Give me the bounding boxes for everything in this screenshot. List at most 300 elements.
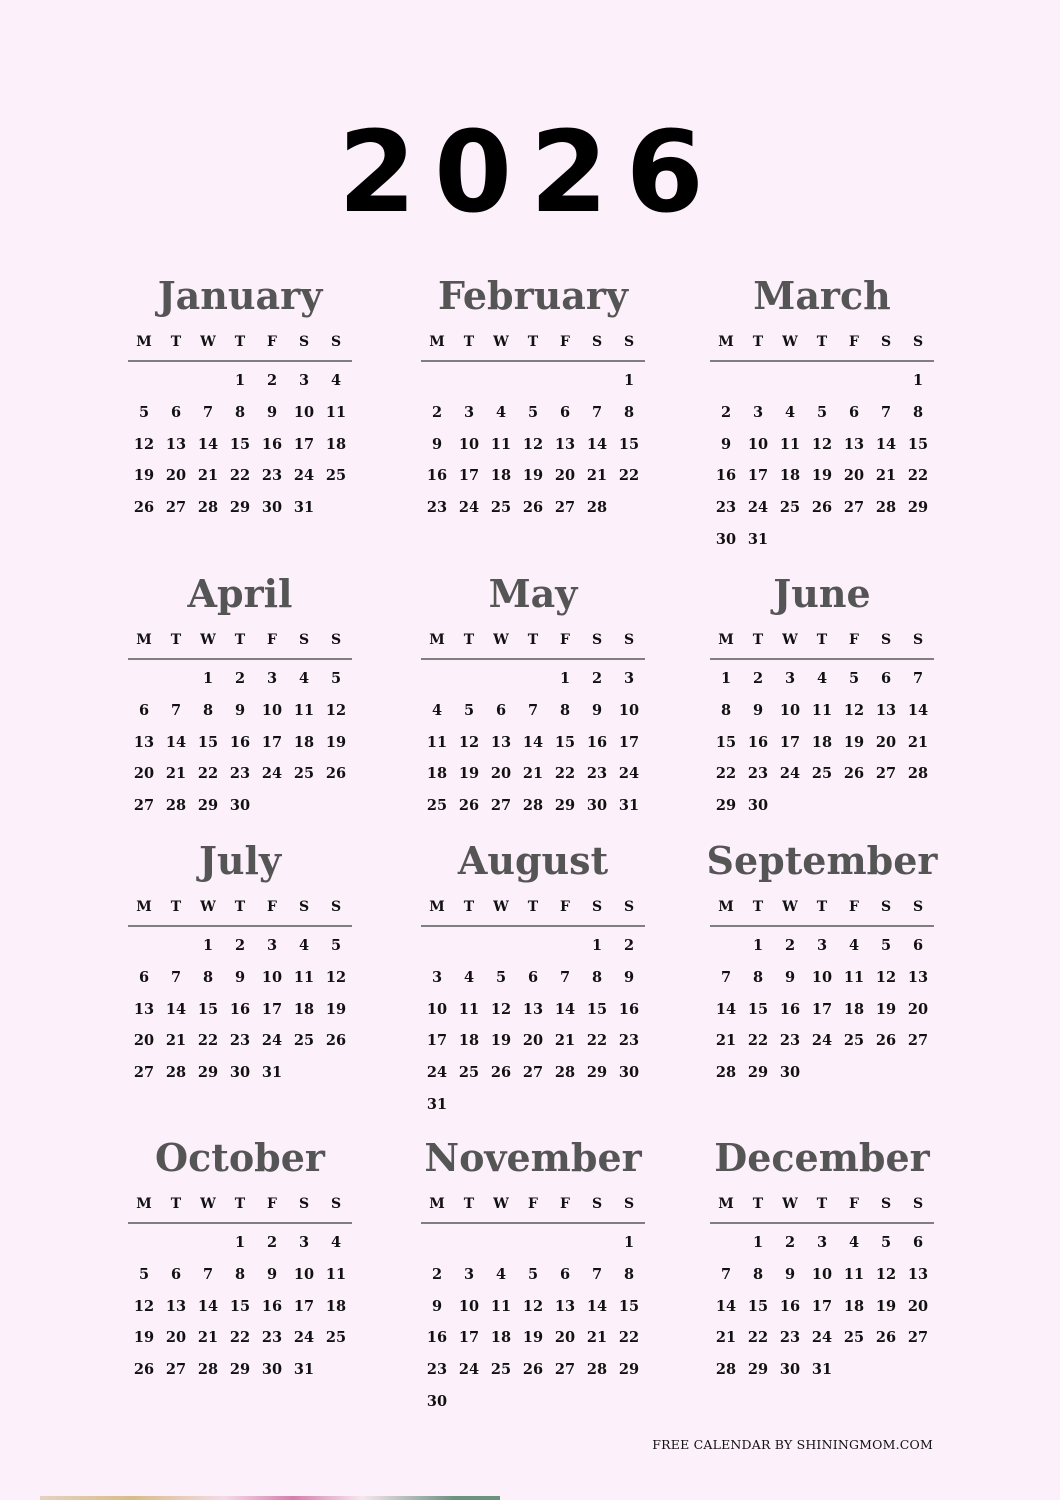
day-cell: 17	[779, 733, 801, 751]
month-title: May	[488, 571, 578, 616]
day-cell: 6	[880, 670, 892, 687]
day-cell: 10	[293, 1265, 315, 1283]
day-blank	[128, 372, 160, 404]
day-cell: 13	[554, 435, 576, 453]
weekday-header	[421, 1196, 645, 1224]
day-cell: 30	[779, 1064, 801, 1082]
day-blank	[160, 937, 192, 969]
day-cell: 9	[784, 968, 796, 986]
day-cell: 27	[907, 1329, 929, 1347]
day-cell: 2	[431, 1265, 443, 1283]
day-cell: 5	[330, 670, 342, 687]
day-cell: 15	[747, 1297, 769, 1315]
day-cell: 11	[843, 1265, 865, 1283]
day-cell: 24	[458, 1361, 480, 1379]
weekday-header	[710, 899, 934, 927]
day-cell: 6	[170, 1265, 182, 1283]
day-cell: 26	[458, 797, 480, 815]
day-cell: 22	[618, 1329, 640, 1347]
day-cell: 20	[165, 467, 187, 485]
day-blank	[517, 1234, 549, 1266]
weekday-label: S	[623, 334, 635, 350]
day-cell: 27	[522, 1064, 544, 1082]
day-cell: 12	[133, 1297, 155, 1315]
day-cell: 23	[779, 1032, 801, 1050]
weekday-label: T	[752, 1196, 764, 1212]
day-cell: 30	[779, 1361, 801, 1379]
day-cell: 25	[843, 1032, 865, 1050]
day-blank	[453, 937, 485, 969]
weekday-header	[128, 632, 352, 660]
day-cell: 17	[261, 1000, 283, 1018]
day-cell: 30	[747, 797, 769, 815]
day-cell: 13	[490, 733, 512, 751]
day-cell: 10	[458, 1297, 480, 1315]
day-blank	[838, 372, 870, 404]
day-cell: 3	[816, 1234, 828, 1251]
month-title: June	[773, 571, 871, 616]
day-cell: 5	[880, 937, 892, 954]
day-cell: 9	[266, 1265, 278, 1283]
day-blank	[453, 372, 485, 404]
day-cell: 30	[426, 1392, 448, 1410]
day-cell: 31	[293, 499, 315, 517]
day-cell: 28	[522, 797, 544, 815]
day-cell: 20	[554, 1329, 576, 1347]
day-cell: 4	[495, 1265, 507, 1283]
day-cell: 25	[325, 1329, 347, 1347]
weekday-label: F	[560, 899, 570, 915]
day-cell: 21	[554, 1032, 576, 1050]
day-cell: 31	[811, 1361, 833, 1379]
day-cell: 21	[165, 765, 187, 783]
day-cell: 2	[720, 403, 732, 421]
day-blank	[710, 1234, 742, 1266]
day-cell: 11	[490, 1297, 512, 1315]
day-cell: 7	[591, 403, 603, 421]
day-cell: 14	[165, 733, 187, 751]
day-cell: 1	[591, 937, 603, 954]
day-cell: 2	[784, 1234, 796, 1251]
day-blank	[160, 372, 192, 404]
day-cell: 10	[426, 1000, 448, 1018]
day-cell: 22	[229, 467, 251, 485]
day-cell: 20	[133, 1032, 155, 1050]
weekday-label: M	[429, 632, 445, 648]
day-blank	[581, 1234, 613, 1266]
day-cell: 12	[458, 733, 480, 751]
day-cell: 1	[752, 937, 764, 954]
day-cell: 7	[720, 1265, 732, 1283]
day-cell: 13	[133, 733, 155, 751]
day-cell: 21	[715, 1329, 737, 1347]
day-cell: 28	[586, 1361, 608, 1379]
day-cell: 29	[747, 1064, 769, 1082]
day-cell: 23	[715, 499, 737, 517]
day-cell: 27	[554, 499, 576, 517]
day-cell: 19	[843, 733, 865, 751]
day-cell: 9	[431, 435, 443, 453]
weekday-label: T	[816, 632, 828, 648]
day-cell: 7	[559, 968, 571, 986]
day-cell: 4	[463, 968, 475, 986]
weekday-label: S	[912, 899, 924, 915]
day-cell: 14	[586, 435, 608, 453]
day-cell: 10	[779, 701, 801, 719]
day-cell: 30	[229, 1064, 251, 1082]
day-cell: 15	[618, 1297, 640, 1315]
day-cell: 19	[522, 1329, 544, 1347]
day-cell: 13	[165, 1297, 187, 1315]
day-cell: 2	[591, 670, 603, 687]
day-cell: 23	[229, 765, 251, 783]
day-grid	[710, 1234, 934, 1393]
weekday-label: F	[849, 1196, 859, 1212]
day-blank	[870, 372, 902, 404]
day-cell: 2	[234, 670, 246, 687]
day-cell: 16	[261, 1297, 283, 1315]
day-cell: 27	[843, 499, 865, 517]
weekday-label: S	[880, 1196, 892, 1212]
day-cell: 11	[779, 435, 801, 453]
weekday-header	[128, 1196, 352, 1224]
day-cell: 18	[293, 733, 315, 751]
day-cell: 6	[559, 403, 571, 421]
day-cell: 12	[843, 701, 865, 719]
month-title: November	[424, 1135, 642, 1180]
day-cell: 26	[843, 765, 865, 783]
day-cell: 11	[325, 1265, 347, 1283]
day-cell: 3	[266, 670, 278, 687]
day-cell: 16	[229, 733, 251, 751]
day-cell: 12	[522, 1297, 544, 1315]
day-grid	[710, 372, 934, 563]
day-cell: 15	[229, 435, 251, 453]
day-cell: 22	[197, 1032, 219, 1050]
day-cell: 15	[586, 1000, 608, 1018]
day-cell: 7	[202, 403, 214, 421]
day-cell: 3	[752, 403, 764, 421]
footer-credit: FREE CALENDAR BY SHININGMOM.COM	[652, 1437, 933, 1452]
day-cell: 3	[816, 937, 828, 954]
day-cell: 24	[293, 467, 315, 485]
day-cell: 10	[261, 968, 283, 986]
day-cell: 1	[202, 670, 214, 687]
day-cell: 23	[747, 765, 769, 783]
day-cell: 4	[816, 670, 828, 687]
day-cell: 18	[293, 1000, 315, 1018]
day-cell: 4	[784, 403, 796, 421]
day-cell: 18	[490, 467, 512, 485]
weekday-label: T	[170, 334, 182, 350]
day-blank	[549, 372, 581, 404]
weekday-label: M	[718, 632, 734, 648]
day-cell: 21	[586, 467, 608, 485]
weekday-label: S	[623, 632, 635, 648]
decorative-strip	[40, 1496, 500, 1500]
day-cell: 7	[527, 701, 539, 719]
day-blank	[774, 372, 806, 404]
day-cell: 14	[715, 1297, 737, 1315]
day-blank	[421, 1234, 453, 1266]
day-cell: 22	[747, 1329, 769, 1347]
weekday-label: S	[880, 334, 892, 350]
weekday-label: S	[330, 334, 342, 350]
day-blank	[421, 372, 453, 404]
day-cell: 16	[618, 1000, 640, 1018]
day-cell: 16	[426, 467, 448, 485]
weekday-label: T	[234, 334, 246, 350]
day-cell: 3	[463, 403, 475, 421]
day-cell: 26	[325, 765, 347, 783]
weekday-label: S	[912, 334, 924, 350]
day-cell: 6	[848, 403, 860, 421]
weekday-label: S	[298, 899, 310, 915]
weekday-label: W	[200, 334, 216, 350]
weekday-label: S	[591, 632, 603, 648]
day-grid	[421, 670, 645, 829]
day-cell: 21	[715, 1032, 737, 1050]
day-cell: 19	[490, 1032, 512, 1050]
weekday-header	[421, 334, 645, 362]
day-cell: 26	[490, 1064, 512, 1082]
day-cell: 30	[715, 530, 737, 548]
weekday-label: F	[267, 334, 277, 350]
weekday-label: S	[330, 632, 342, 648]
day-cell: 20	[907, 1000, 929, 1018]
day-cell: 14	[715, 1000, 737, 1018]
day-cell: 21	[197, 467, 219, 485]
day-cell: 11	[293, 968, 315, 986]
day-cell: 5	[816, 403, 828, 421]
day-cell: 27	[907, 1032, 929, 1050]
day-cell: 10	[261, 701, 283, 719]
day-cell: 6	[559, 1265, 571, 1283]
day-cell: 23	[229, 1032, 251, 1050]
day-cell: 16	[261, 435, 283, 453]
day-cell: 29	[907, 499, 929, 517]
day-blank	[549, 937, 581, 969]
day-blank	[192, 372, 224, 404]
day-cell: 25	[490, 1361, 512, 1379]
day-cell: 6	[527, 968, 539, 986]
day-cell: 4	[848, 1234, 860, 1251]
day-cell: 16	[586, 733, 608, 751]
day-cell: 31	[747, 530, 769, 548]
day-cell: 8	[234, 1265, 246, 1283]
day-cell: 17	[426, 1032, 448, 1050]
day-cell: 27	[133, 1064, 155, 1082]
day-cell: 17	[261, 733, 283, 751]
day-cell: 10	[618, 701, 640, 719]
day-cell: 18	[325, 435, 347, 453]
day-cell: 11	[325, 403, 347, 421]
day-cell: 13	[907, 1265, 929, 1283]
day-cell: 12	[490, 1000, 512, 1018]
day-grid	[128, 937, 352, 1096]
day-cell: 24	[811, 1032, 833, 1050]
weekday-label: W	[493, 899, 509, 915]
month-title: April	[187, 571, 293, 616]
day-blank	[485, 372, 517, 404]
weekday-label: S	[591, 899, 603, 915]
day-cell: 9	[234, 701, 246, 719]
weekday-label: T	[816, 899, 828, 915]
day-blank	[517, 670, 549, 702]
weekday-label: T	[234, 1196, 246, 1212]
day-blank	[421, 937, 453, 969]
day-cell: 5	[330, 937, 342, 954]
day-cell: 10	[293, 403, 315, 421]
day-cell: 6	[138, 701, 150, 719]
day-cell: 20	[554, 467, 576, 485]
day-blank	[710, 937, 742, 969]
day-cell: 15	[618, 435, 640, 453]
day-cell: 7	[202, 1265, 214, 1283]
day-cell: 30	[618, 1064, 640, 1082]
day-cell: 28	[165, 1064, 187, 1082]
day-cell: 20	[133, 765, 155, 783]
day-grid	[710, 670, 934, 829]
weekday-label: T	[527, 632, 539, 648]
weekday-label: T	[463, 1196, 475, 1212]
day-cell: 7	[591, 1265, 603, 1283]
day-cell: 24	[261, 1032, 283, 1050]
weekday-label: T	[752, 899, 764, 915]
day-cell: 29	[554, 797, 576, 815]
day-blank	[806, 372, 838, 404]
day-cell: 23	[618, 1032, 640, 1050]
day-cell: 23	[586, 765, 608, 783]
day-cell: 8	[202, 701, 214, 719]
day-cell: 9	[720, 435, 732, 453]
day-cell: 17	[811, 1297, 833, 1315]
weekday-label: S	[880, 899, 892, 915]
day-cell: 20	[907, 1297, 929, 1315]
day-cell: 22	[747, 1032, 769, 1050]
day-cell: 14	[554, 1000, 576, 1018]
weekday-label: T	[463, 632, 475, 648]
day-blank	[160, 1234, 192, 1266]
weekday-label: T	[752, 632, 764, 648]
day-cell: 13	[907, 968, 929, 986]
day-cell: 11	[458, 1000, 480, 1018]
weekday-label: M	[429, 1196, 445, 1212]
day-cell: 27	[490, 797, 512, 815]
day-cell: 17	[747, 467, 769, 485]
weekday-label: F	[267, 1196, 277, 1212]
day-cell: 24	[458, 499, 480, 517]
day-blank	[549, 1234, 581, 1266]
day-cell: 24	[779, 765, 801, 783]
day-cell: 14	[197, 1297, 219, 1315]
day-cell: 21	[586, 1329, 608, 1347]
day-cell: 9	[752, 701, 764, 719]
day-cell: 31	[426, 1095, 448, 1113]
day-cell: 8	[623, 403, 635, 421]
weekday-label: F	[560, 334, 570, 350]
day-cell: 4	[431, 701, 443, 719]
day-cell: 13	[843, 435, 865, 453]
weekday-label: W	[200, 1196, 216, 1212]
day-cell: 25	[293, 1032, 315, 1050]
day-cell: 28	[586, 499, 608, 517]
day-cell: 29	[229, 1361, 251, 1379]
day-cell: 15	[715, 733, 737, 751]
day-cell: 10	[747, 435, 769, 453]
day-blank	[128, 937, 160, 969]
day-cell: 15	[747, 1000, 769, 1018]
weekday-label: S	[591, 1196, 603, 1212]
day-cell: 23	[779, 1329, 801, 1347]
day-cell: 20	[490, 765, 512, 783]
day-cell: 9	[591, 701, 603, 719]
day-cell: 9	[234, 968, 246, 986]
day-cell: 29	[197, 797, 219, 815]
weekday-label: F	[528, 1196, 538, 1212]
day-cell: 16	[229, 1000, 251, 1018]
day-cell: 26	[325, 1032, 347, 1050]
day-cell: 21	[907, 733, 929, 751]
day-cell: 2	[752, 670, 764, 687]
day-cell: 7	[170, 968, 182, 986]
month-title: March	[753, 273, 891, 318]
day-cell: 22	[715, 765, 737, 783]
day-cell: 15	[197, 733, 219, 751]
day-blank	[128, 670, 160, 702]
day-blank	[485, 937, 517, 969]
day-cell: 20	[522, 1032, 544, 1050]
day-cell: 26	[133, 1361, 155, 1379]
day-cell: 3	[298, 1234, 310, 1251]
day-cell: 19	[875, 1000, 897, 1018]
weekday-label: F	[849, 632, 859, 648]
weekday-label: F	[560, 632, 570, 648]
day-cell: 3	[266, 937, 278, 954]
day-cell: 16	[747, 733, 769, 751]
day-cell: 1	[234, 1234, 246, 1251]
weekday-label: T	[170, 899, 182, 915]
day-cell: 1	[623, 1234, 635, 1251]
month-title: February	[437, 273, 629, 318]
day-cell: 18	[811, 733, 833, 751]
day-cell: 19	[458, 765, 480, 783]
day-cell: 11	[293, 701, 315, 719]
day-cell: 12	[325, 968, 347, 986]
day-cell: 13	[165, 435, 187, 453]
day-blank	[517, 372, 549, 404]
day-cell: 2	[266, 372, 278, 389]
day-cell: 18	[843, 1000, 865, 1018]
day-cell: 29	[586, 1064, 608, 1082]
weekday-label: F	[849, 334, 859, 350]
day-cell: 6	[912, 937, 924, 954]
day-cell: 15	[197, 1000, 219, 1018]
day-cell: 24	[618, 765, 640, 783]
day-cell: 14	[165, 1000, 187, 1018]
weekday-label: S	[330, 1196, 342, 1212]
day-cell: 4	[848, 937, 860, 954]
day-cell: 11	[426, 733, 448, 751]
day-blank	[485, 670, 517, 702]
day-cell: 5	[463, 701, 475, 719]
day-cell: 19	[875, 1297, 897, 1315]
day-cell: 3	[784, 670, 796, 687]
day-cell: 7	[720, 968, 732, 986]
weekday-label: S	[912, 632, 924, 648]
day-cell: 8	[202, 968, 214, 986]
day-grid	[128, 1234, 352, 1393]
